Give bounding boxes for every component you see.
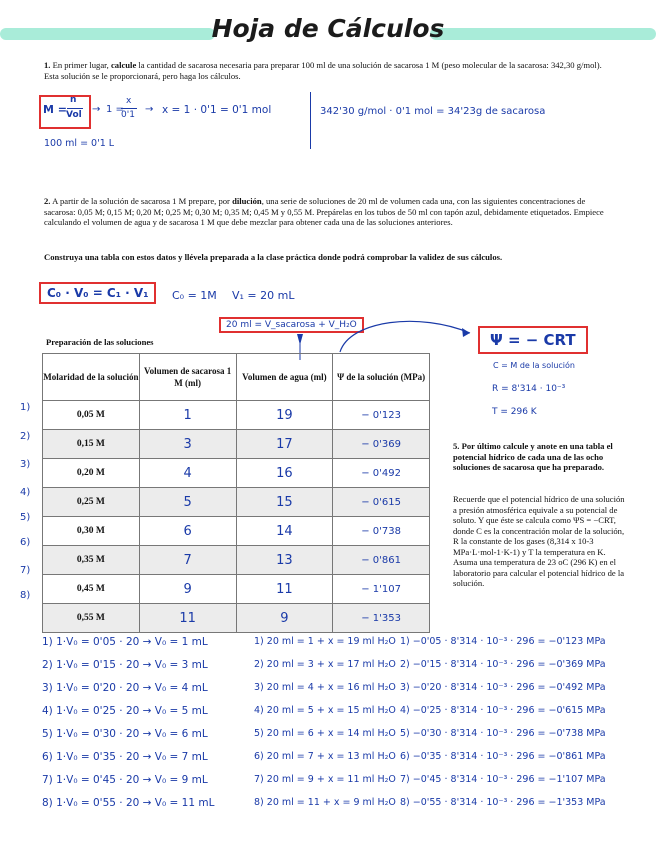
result-mol: x = 1 · 0'1 = 0'1 mol	[162, 104, 272, 116]
section1-bold: calcule	[110, 60, 137, 70]
table-row	[43, 459, 430, 488]
section1-text-b: la cantidad de sacarosa necesaria para preparar 100 ml de una solución de sacarosa 1 M (peso molecular de la sacarosa: 342,30 g/mol). Esta solución se le proporcionará, pero haga los cálculos.	[44, 60, 602, 81]
calc-water: 5) 20 ml = 6 + x = 14 ml H₂O	[254, 728, 396, 739]
calc-water: 7) 20 ml = 9 + x = 11 ml H₂O	[254, 774, 396, 785]
section5-num: 5.	[453, 441, 460, 451]
cell-water: 17	[236, 430, 333, 459]
arrow-head-icon	[462, 328, 470, 337]
section1-num: 1.	[44, 60, 51, 70]
arrow2: →	[145, 104, 154, 115]
cell-psi: − 0'369	[333, 430, 430, 459]
header-psi: Ψ de la solución (MPa)	[333, 354, 430, 401]
table-row	[43, 517, 430, 546]
t-definition: T = 296 K	[492, 407, 537, 417]
calc-sucrose: 1) 1·V₀ = 0'05 · 20 → V₀ = 1 mL	[42, 636, 208, 648]
frac-zero: 0'1	[121, 110, 135, 120]
calc-psi: 6) −0'35 · 8'314 · 10⁻³ · 296 = −0'861 MPa	[400, 751, 606, 762]
table-row	[43, 604, 430, 633]
calc-psi: 3) −0'20 · 8'314 · 10⁻³ · 296 = −0'492 MPa	[400, 682, 606, 693]
table-caption: Preparación de las soluciones	[46, 337, 154, 347]
row-number: 3)	[20, 459, 31, 470]
row-number: 5)	[20, 512, 31, 523]
cell-psi: − 0'123	[333, 401, 430, 430]
cell-psi: − 0'492	[333, 459, 430, 488]
mass-calc: 342'30 g/mol · 0'1 mol = 34'23g de sacarosa	[320, 106, 546, 117]
section2-bold: dilución	[232, 196, 262, 206]
calc-psi: 2) −0'15 · 8'314 · 10⁻³ · 296 = −0'369 MPa	[400, 659, 606, 670]
section2-num: 2.	[44, 196, 51, 206]
psi-formula: Ψ = − CRT	[478, 326, 588, 354]
cell-psi: − 0'615	[333, 488, 430, 517]
cell-sucrose: 9	[139, 575, 236, 604]
table-header-row	[43, 354, 430, 401]
cell-molarity: 0,30 M	[43, 517, 140, 546]
arrow-curve-icon	[340, 321, 470, 352]
section5-heading	[453, 441, 628, 473]
cell-sucrose: 3	[139, 430, 236, 459]
calc-psi: 7) −0'45 · 8'314 · 10⁻³ · 296 = −1'107 MPa	[400, 774, 606, 785]
cell-psi: − 1'107	[333, 575, 430, 604]
cell-psi: − 0'861	[333, 546, 430, 575]
row-number: 1)	[20, 402, 31, 413]
calc-sucrose: 6) 1·V₀ = 0'35 · 20 → V₀ = 7 mL	[42, 751, 208, 763]
c0-value: C₀ = 1M	[172, 289, 217, 302]
calc-water: 3) 20 ml = 4 + x = 16 ml H₂O	[254, 682, 396, 693]
header-sucrose-volume: Volumen de sacarosa 1 M (ml)	[139, 354, 236, 401]
r-definition: R = 8'314 · 10⁻³	[492, 384, 566, 394]
table-row	[43, 546, 430, 575]
row-number: 7)	[20, 565, 31, 576]
header-molarity: Molaridad de la solución	[43, 354, 140, 401]
row-number: 4)	[20, 487, 31, 498]
calc-psi: 4) −0'25 · 8'314 · 10⁻³ · 296 = −0'615 MPa	[400, 705, 606, 716]
volume-sum: 20 ml = V_sacarosa + V_H₂O	[219, 317, 364, 333]
arrow1: →	[92, 104, 101, 115]
cell-water: 19	[236, 401, 333, 430]
row-number: 2)	[20, 431, 31, 442]
table-row	[43, 575, 430, 604]
solutions-table	[42, 353, 430, 633]
row-number: 8)	[20, 590, 31, 601]
molarity-lhs: M =	[43, 103, 67, 116]
calc-psi: 5) −0'30 · 8'314 · 10⁻³ · 296 = −0'738 MPa	[400, 728, 606, 739]
molarity-den: Vol	[66, 110, 82, 120]
cell-sucrose: 7	[139, 546, 236, 575]
frac-x: x	[126, 96, 132, 106]
cell-water: 9	[236, 604, 333, 633]
row-number: 6)	[20, 537, 31, 548]
cell-water: 13	[236, 546, 333, 575]
calc-water: 2) 20 ml = 3 + x = 17 ml H₂O	[254, 659, 396, 670]
cell-molarity: 0,05 M	[43, 401, 140, 430]
section2-text-b: , una serie de soluciones de 20 ml de volumen cada una, con las siguientes concentraciones de sacarosa: 0,05 M; 0,15 M; 0,20 M; 0,25 M; 0,30 M; 0,35 M; 0,45 M y 0,55 M. Prepárelas en los tubos de 50 ml con tapón azul, debidamente etiquetados. Empiece calculando el volumen de agua y de sacarosa 1 M que debe mezclar para obtener cada una de las soluciones anteriores.	[44, 196, 604, 227]
page-title: Hoja de Cálculos	[211, 14, 445, 43]
c-definition: C = M de la solución	[493, 361, 575, 370]
cell-sucrose: 6	[139, 517, 236, 546]
calc-water: 6) 20 ml = 7 + x = 13 ml H₂O	[254, 751, 396, 762]
cell-molarity: 0,20 M	[43, 459, 140, 488]
cell-molarity: 0,25 M	[43, 488, 140, 517]
cell-psi: − 0'738	[333, 517, 430, 546]
calc-sucrose: 2) 1·V₀ = 0'15 · 20 → V₀ = 3 mL	[42, 659, 208, 671]
section5-body: Recuerde que el potencial hídrico de una solución a presión atmosférica equivale a su potencial de soluto. Y que éste se calcula como ΨS = −CRT, donde C es la concentración molar de la solución, R la constante de los gases (8,314 x 10-3 MPa·L·mol-1·K-1) y T la temperatura en K. Asuma una temperatura de 23 oC (296 K) en el laboratorio para calcular el potencial hídrico de la solución.	[453, 494, 625, 588]
table-row	[43, 401, 430, 430]
ml-conversion: 100 ml = 0'1 L	[44, 138, 115, 149]
calc-psi: 8) −0'55 · 8'314 · 10⁻³ · 296 = −1'353 MPa	[400, 797, 606, 808]
table-row	[43, 430, 430, 459]
dilution-formula: C₀ · V₀ = C₁ · V₁	[39, 282, 156, 304]
cell-molarity: 0,35 M	[43, 546, 140, 575]
cell-sucrose: 1	[139, 401, 236, 430]
cell-molarity: 0,45 M	[43, 575, 140, 604]
cell-psi: − 1'353	[333, 604, 430, 633]
calc-psi: 1) −0'05 · 8'314 · 10⁻³ · 296 = −0'123 MPa	[400, 636, 606, 647]
header-water-volume: Volumen de agua (ml)	[236, 354, 333, 401]
section1-text-a: En primer lugar,	[50, 60, 111, 70]
cell-sucrose: 5	[139, 488, 236, 517]
section5-bold: Por último calcule y anote en una tabla el potencial hídrico de cada una de las ocho soluciones de sacarosa que ha preparado.	[453, 441, 613, 472]
molarity-num: n	[70, 95, 77, 105]
calc-sucrose: 8) 1·V₀ = 0'55 · 20 → V₀ = 11 mL	[42, 797, 215, 809]
cell-water: 15	[236, 488, 333, 517]
cell-sucrose: 11	[139, 604, 236, 633]
cell-molarity: 0,55 M	[43, 604, 140, 633]
calc-sucrose: 7) 1·V₀ = 0'45 · 20 → V₀ = 9 mL	[42, 774, 208, 786]
calc-water: 4) 20 ml = 5 + x = 15 ml H₂O	[254, 705, 396, 716]
v1-value: V₁ = 20 mL	[232, 289, 295, 302]
one-eq: 1 =	[106, 104, 124, 115]
section2-text-a: A partir de la solución de sacarosa 1 M prepare, por	[50, 196, 233, 206]
cell-water: 14	[236, 517, 333, 546]
cell-molarity: 0,15 M	[43, 430, 140, 459]
calc-sucrose: 4) 1·V₀ = 0'25 · 20 → V₀ = 5 mL	[42, 705, 208, 717]
table-row	[43, 488, 430, 517]
cell-sucrose: 4	[139, 459, 236, 488]
calc-water: 1) 20 ml = 1 + x = 19 ml H₂O	[254, 636, 396, 647]
section2-instruction: Construya una tabla con estos datos y llévela preparada a la clase práctica donde podrá comprobar la validez de sus cálculos.	[44, 252, 503, 262]
calc-sucrose: 5) 1·V₀ = 0'30 · 20 → V₀ = 6 mL	[42, 728, 208, 740]
calc-sucrose: 3) 1·V₀ = 0'20 · 20 → V₀ = 4 mL	[42, 682, 208, 694]
cell-water: 16	[236, 459, 333, 488]
calc-water: 8) 20 ml = 11 + x = 9 ml H₂O	[254, 797, 396, 808]
cell-water: 11	[236, 575, 333, 604]
